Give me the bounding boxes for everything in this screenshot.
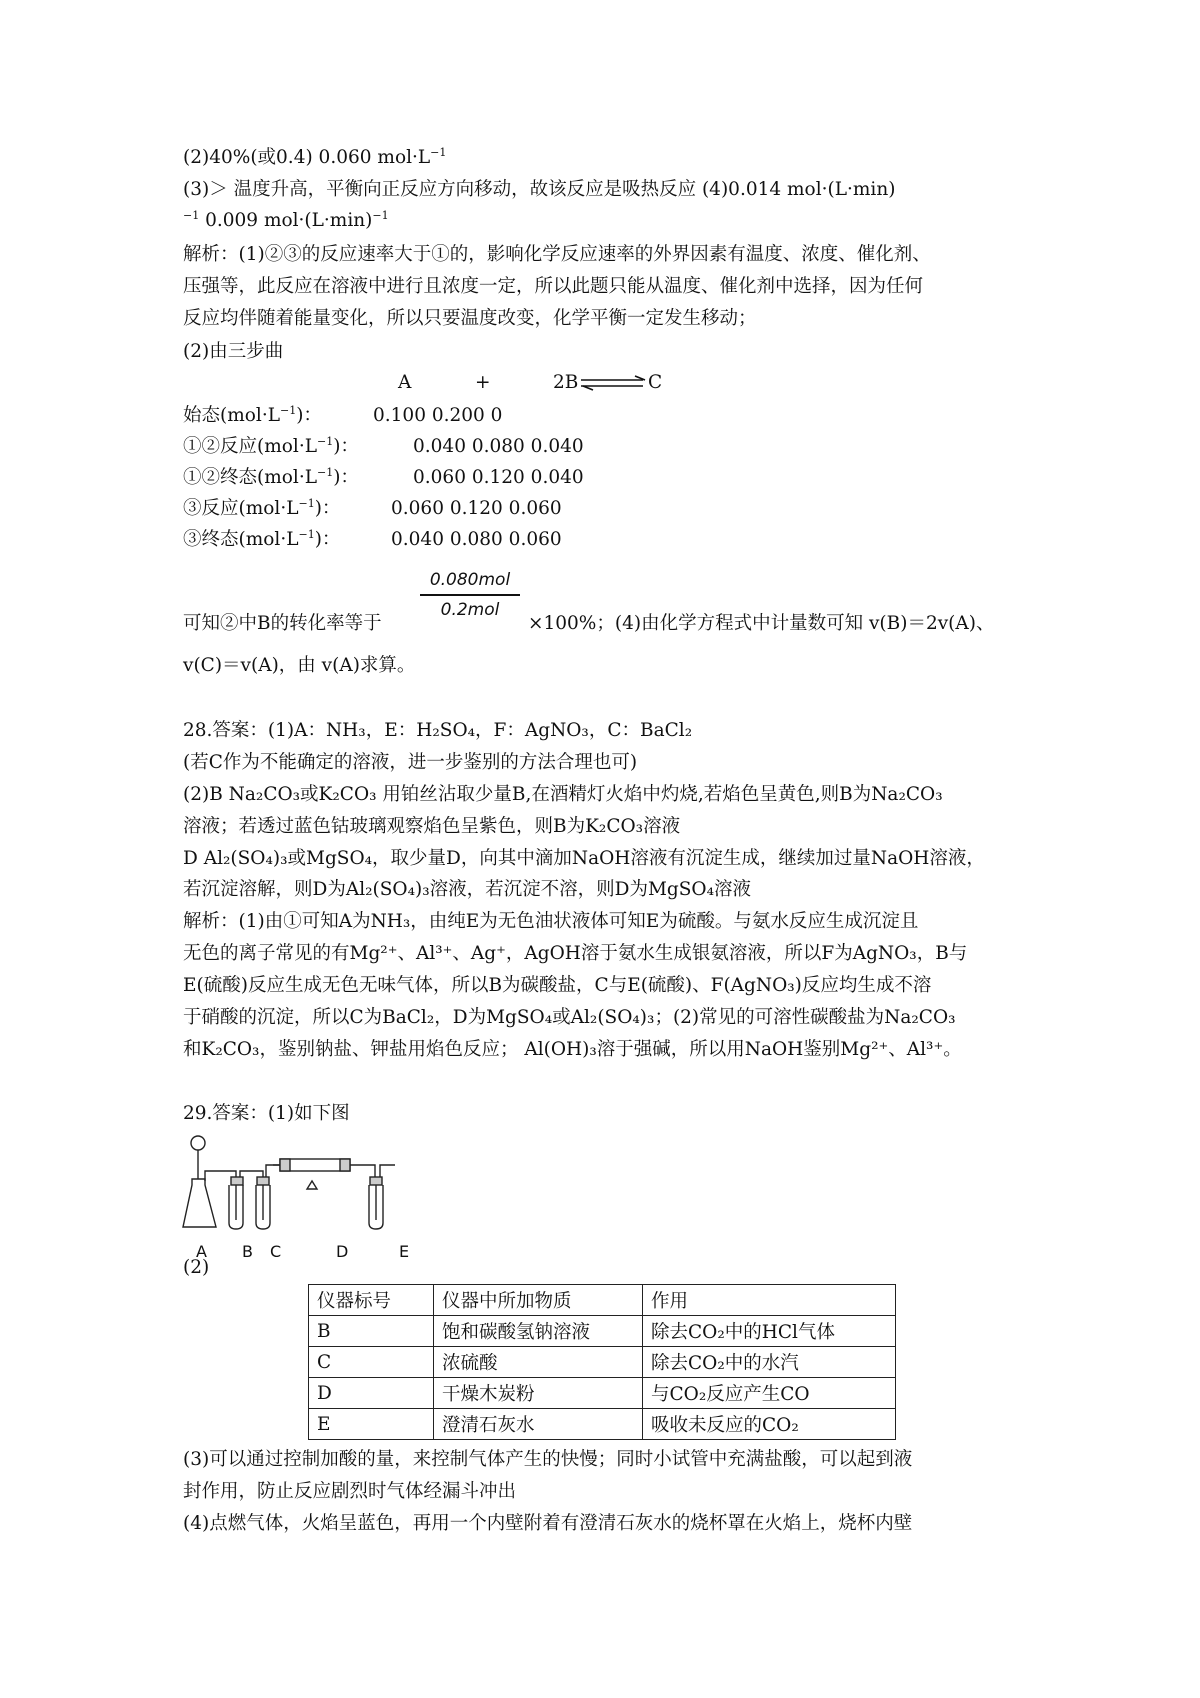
q29-line-5: (4)点燃气体，火焰呈蓝色，再用一个内壁附着有澄清石灰水的烧杯罩在火焰上，烧杯内壁 <box>183 1513 913 1534</box>
analysis-line-4: (2)由三步曲 <box>183 341 284 362</box>
q28-line-2: (若C作为不能确定的溶液，进一步鉴别的方法合理也可) <box>183 752 638 773</box>
step-row-final-3: ③终态$(mol\cdot L^{-1})$： 0.040 0.080 0.060 <box>183 527 562 550</box>
q28-line-10: 于硝酸的沉淀，所以C为BaCl₂，D为MgSO₄或Al₂(SO₄)₃；(2)常见的可溶性碳酸盐为Na₂CO₃ <box>183 1007 956 1028</box>
equation-a: A <box>398 372 412 393</box>
flame-triangle-icon <box>307 1181 317 1189</box>
rate-line: v(C)＝v(A)，由 v(A)求算。 <box>183 655 416 676</box>
table-row <box>309 1347 896 1378</box>
table-header-cell: 作用 <box>643 1285 896 1316</box>
q29-line-2: (2) <box>183 1257 210 1278</box>
answer-line-3: (3)＞ 温度升高，平衡向正反应方向移动，故该反应是吸热反应 (4)0.014 mol·(L·min) <box>183 179 896 200</box>
table-cell: B <box>309 1316 434 1347</box>
funnel-bulb-icon <box>191 1136 205 1150</box>
q29-line-3: (3)可以通过控制加酸的量，来控制气体产生的快慢；同时小试管中充满盐酸，可以起到液 <box>183 1449 913 1470</box>
table-cell: 干燥木炭粉 <box>434 1378 643 1409</box>
analysis-line-2: 压强等，此反应在溶液中进行且浓度一定，所以此题只能从温度、催化剂中选择，因为任何 <box>183 276 924 297</box>
fraction-denominator: 0.2mol <box>440 600 500 620</box>
flask-a-icon <box>183 1179 216 1227</box>
equilibrium-arrow-icon <box>579 375 649 391</box>
answer-line-4: $^{-1}$ 0.009 $mol\cdot(L\cdot\min)^{-1}$ <box>183 208 389 231</box>
table-row <box>309 1378 896 1409</box>
table-cell: E <box>309 1409 434 1440</box>
q28-line-11: 和K₂CO₃，鉴别钠盐、钾盐用焰色反应； Al(OH)₃溶于强碱，所以用NaOH鉴别Mg²⁺、Al³⁺。 <box>183 1039 962 1060</box>
table-cell: D <box>309 1378 434 1409</box>
equation-plus: + <box>475 372 491 393</box>
table-header-cell: 仪器中所加物质 <box>434 1285 643 1316</box>
apparatus-label-b: B <box>242 1242 253 1261</box>
table-cell: 澄清石灰水 <box>434 1409 643 1440</box>
table-cell: 饱和碳酸氢钠溶液 <box>434 1316 643 1347</box>
apparatus-label-d: D <box>336 1242 349 1261</box>
table-cell: C <box>309 1347 434 1378</box>
q29-line-4: 封作用，防止反应剧烈时气体经漏斗冲出 <box>183 1481 517 1502</box>
q28-line-6: 若沉淀溶解，则D为Al₂(SO₄)₃溶液，若沉淀不溶，则D为MgSO₄溶液 <box>183 879 752 900</box>
table-row <box>309 1316 896 1347</box>
analysis-line-1: 解析：(1)②③的反应速率大于①的，影响化学反应速率的外界因素有温度、浓度、催化剂、 <box>183 244 931 265</box>
equation-c: C <box>648 372 663 393</box>
q28-line-7: 解析：(1)由①可知A为NH₃，由纯E为无色油状液体可知E为硫酸。与氨水反应生成沉淀且 <box>183 911 919 932</box>
equation-2b: 2B <box>553 372 579 393</box>
table-cell: 浓硫酸 <box>434 1347 643 1378</box>
apparatus-label-c: C <box>270 1242 282 1261</box>
fraction-numerator: 0.080mol <box>429 570 511 590</box>
q29-line-1: 29.答案：(1)如下图 <box>183 1103 350 1124</box>
table-row <box>309 1409 896 1440</box>
apparatus-label-e: E <box>399 1242 410 1261</box>
answer-line-2: (2)40%(或0.4) 0.060 $mol\cdot L^{-1}$ <box>183 145 447 168</box>
conversion-fraction <box>418 566 522 624</box>
table-header-row <box>309 1285 896 1316</box>
instrument-table <box>308 1284 896 1440</box>
apparatus-diagram <box>180 1135 430 1250</box>
conversion-line-a: 可知②中B的转化率等于 <box>183 613 382 634</box>
conversion-line-b: ×100%；(4)由化学方程式中计量数可知 v(B)＝2v(A)、 <box>528 613 995 634</box>
table-cell: 除去CO₂中的水汽 <box>643 1347 896 1378</box>
apparatus-label-a: A <box>196 1242 207 1261</box>
q28-line-1: 28.答案：(1)A：NH₃，E：H₂SO₄，F：AgNO₃，C：BaCl₂ <box>183 720 693 741</box>
table-cell: 除去CO₂中的HCl气体 <box>643 1316 896 1347</box>
q28-line-8: 无色的离子常见的有Mg²⁺、Al³⁺、Ag⁺，AgOH溶于氨水生成银氨溶液，所以F为AgNO₃，B与 <box>183 943 968 964</box>
q28-line-9: E(硫酸)反应生成无色无味气体，所以B为碳酸盐，C与E(硫酸)、F(AgNO₃)反应均生成不溶 <box>183 975 932 996</box>
q28-line-3: (2)B Na₂CO₃或K₂CO₃ 用铂丝沾取少量B,在酒精灯火焰中灼烧,若焰色呈黄色,则B为Na₂CO₃ <box>183 784 943 805</box>
table-cell: 与CO₂反应产生CO <box>643 1378 896 1409</box>
step-row-initial: 始态$(mol\cdot L^{-1})$： 0.100 0.200 0 <box>183 403 503 426</box>
analysis-line-3: 反应均伴随着能量变化，所以只要温度改变，化学平衡一定发生移动； <box>183 308 757 329</box>
step-row-final-12: ①②终态$(mol\cdot L^{-1})$： 0.060 0.120 0.040 <box>183 465 584 488</box>
table-cell: 吸收未反应的CO₂ <box>643 1409 896 1440</box>
step-row-react-12: ①②反应$(mol\cdot L^{-1})$： 0.040 0.080 0.040 <box>183 434 584 457</box>
q28-line-4: 溶液；若透过蓝色钴玻璃观察焰色呈紫色，则B为K₂CO₃溶液 <box>183 816 681 837</box>
table-header-cell: 仪器标号 <box>309 1285 434 1316</box>
q28-line-5: D Al₂(SO₄)₃或MgSO₄，取少量D，向其中滴加NaOH溶液有沉淀生成，继续加过量NaOH溶液， <box>183 848 985 869</box>
step-row-react-3: ③反应$(mol\cdot L^{-1})$： 0.060 0.120 0.060 <box>183 496 562 519</box>
